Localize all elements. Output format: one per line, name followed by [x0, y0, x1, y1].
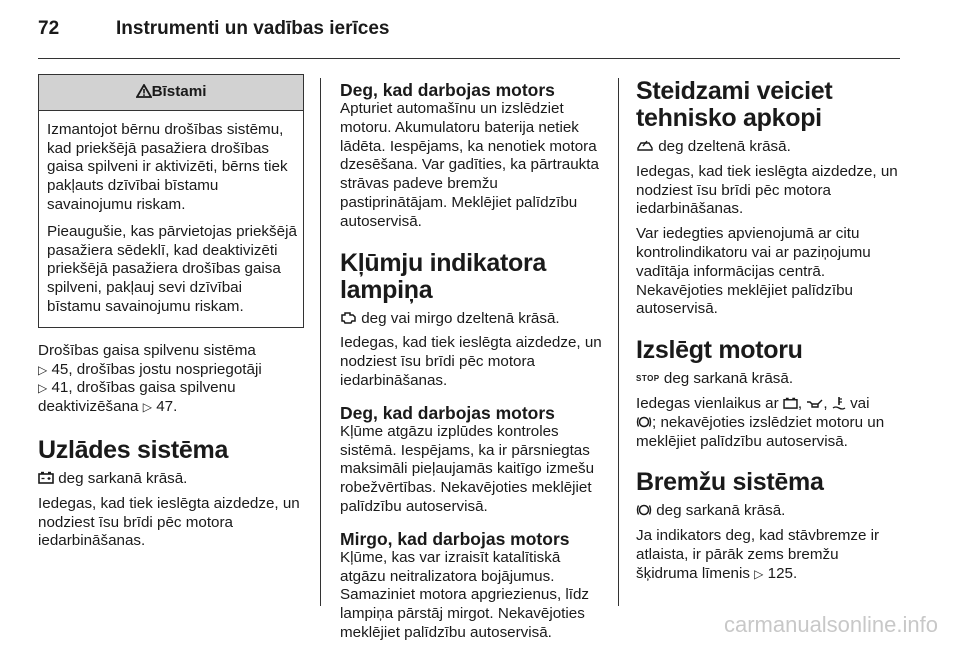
- coolant-temperature-icon: [832, 396, 846, 410]
- text-fragment: vai: [850, 394, 870, 412]
- warning-paragraph: Izmantojot bērnu drošības sistēmu, kad priekšējā pasažiera drošības gaisa spilveni ir aktivizēti, bērns tiek pakļauts dzīvībai bīstamu savainojumu riskam.: [47, 120, 288, 213]
- body-text: Kļūme, kas var izraisīt katalītiskā atgāzu neitralizatora bojājumus. Samaziniet motora apgriezienus, līdz lampiņa pārstāj mirgot. Nekavējoties meklējiet palīdzību autoservisā.: [340, 548, 590, 641]
- page-title: Instrumenti un vadības ierīces: [116, 18, 390, 39]
- page-ref-icon: ▷: [38, 381, 48, 396]
- body-text: Apturiet automašīnu un izslēdziet motoru. Akumulatoru baterija netiek lādēta. Iespējams, ka nenotiek motora dzesēšana. Var gadīties, ka pārtraukta strāvas padeve bremžu pastiprinātājam. Meklējiet palīdzību autoservisā.: [340, 100, 599, 230]
- body-text: Iedegas, kad tiek ieslēgta aizdedze, un nodziest īsu brīdi pēc motora iedarbināšanas.: [38, 494, 300, 550]
- warning-paragraph: Pieaugušie, kas pārvietojas priekšējā pasažiera sēdeklī, kad deaktivizēti priekšējā pasažiera drošības gaisa spilveni, pakļauj sevi dzīvībai bīstamu savainojumu riskam.: [47, 222, 297, 315]
- body-text: Iedegas vienlaikus ar , , vai ; nekavējoties izslēdziet motoru un meklējiet palīdzību autoservisā.: [636, 394, 885, 450]
- section-heading: Bremžu sistēma: [636, 468, 824, 497]
- indicator-line: [636, 138, 904, 157]
- body-text: Nekavējoties meklējiet palīdzību autoservisā.: [636, 281, 853, 318]
- warning-title: Bīstami: [151, 83, 207, 100]
- column-divider: [320, 78, 321, 606]
- warning-box: [38, 74, 304, 328]
- section-heading: Uzlādes sistēma: [38, 435, 229, 464]
- page-ref-icon: ▷: [754, 566, 764, 581]
- subheading: Deg, kad darbojas motors: [340, 80, 555, 100]
- column-1: [38, 74, 304, 557]
- ref-link[interactable]: 47.: [156, 398, 178, 416]
- column-3: [636, 78, 904, 590]
- indicator-line: [636, 370, 904, 389]
- warning-header: [39, 75, 303, 111]
- battery-icon: [38, 471, 54, 484]
- indicator-line: [636, 502, 904, 521]
- body-text: Iedegas, kad tiek ieslēgta aizdedze, un nodziest īsu brīdi pēc motora iedarbināšanas.: [636, 162, 898, 218]
- section-heading: Izslēgt motoru: [636, 336, 803, 365]
- ref-link[interactable]: 41, drošības gaisa spilvenu deaktivizēšana: [38, 379, 236, 416]
- indicator-text: deg sarkanā krāsā.: [58, 469, 188, 487]
- brake-system-icon: [636, 503, 652, 517]
- indicator-text: deg sarkanā krāsā.: [663, 370, 794, 388]
- indicator-text: deg sarkanā krāsā.: [656, 502, 786, 520]
- text-fragment: Ja indikators deg, kad stāvbremze ir atlaista, ir pārāk zems bremžu šķidruma līmenis: [636, 527, 880, 582]
- section-heading: Steidzami veiciet tehnisko apkopi: [636, 77, 833, 132]
- service-wrench-car-icon: [636, 139, 654, 152]
- subheading: Mirgo, kad darbojas motors: [340, 528, 570, 549]
- indicator-line: [38, 470, 304, 489]
- text-fragment: Iedegas vienlaikus ar: [636, 394, 779, 412]
- section-heading: Kļūmju indikatora lampiņa: [340, 248, 547, 304]
- page-number: 72: [38, 18, 60, 39]
- column-divider: [618, 78, 619, 606]
- stop-icon: STOP: [636, 374, 660, 384]
- cross-reference-paragraph: [38, 342, 304, 417]
- battery-icon: [783, 397, 798, 409]
- body-text: [636, 527, 904, 583]
- ref-link[interactable]: 45, drošības jostu nospriegotāji: [51, 360, 262, 378]
- page-header: [38, 18, 389, 40]
- column-2: [340, 80, 605, 649]
- oil-pressure-icon: [806, 398, 823, 409]
- indicator-text: deg vai mirgo dzeltenā krāsā.: [361, 309, 560, 327]
- warning-triangle-icon: [136, 84, 152, 98]
- ref-link[interactable]: 125.: [767, 564, 798, 582]
- body-text: Iedegas, kad tiek ieslēgta aizdedze, un nodziest īsu brīdi pēc motora iedarbināšanas.: [340, 334, 602, 389]
- engine-icon: [340, 311, 357, 324]
- watermark: carmanualsonline.info: [723, 612, 938, 637]
- header-rule: [38, 58, 900, 59]
- indicator-text: deg dzeltenā krāsā.: [658, 138, 791, 155]
- text-fragment: ; nekavējoties izslēdziet motoru un meklējiet palīdzību autoservisā.: [636, 413, 885, 450]
- ref-text: Drošības gaisa spilvenu sistēma: [38, 341, 256, 359]
- indicator-line: [340, 310, 605, 329]
- subheading: Deg, kad darbojas motors: [340, 402, 555, 423]
- page-ref-icon: ▷: [38, 362, 48, 377]
- brake-system-icon: [636, 415, 652, 429]
- body-text: Var iedegties apvienojumā ar citu kontrolindikatoru vai ar paziņojumu vadītāja informācijas centrā.: [636, 225, 871, 280]
- page-ref-icon: ▷: [142, 400, 152, 415]
- body-text: Kļūme atgāzu izplūdes kontroles sistēmā. Iespējams, ka ir pārsniegtas maksimāli pieļaujamās kaitīgo izmešu robežvērtības. Nekavējoties meklējiet palīdzību autoservisā.: [340, 422, 595, 515]
